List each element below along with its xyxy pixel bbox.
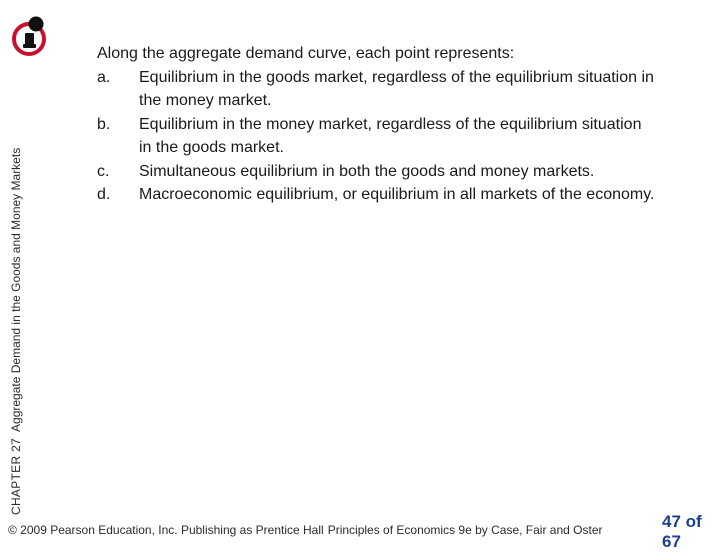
answer-option-d [97,183,657,207]
chapter-title: Aggregate Demand in the Goods and Money Markets [9,147,23,432]
option-letter: d. [97,186,111,203]
question-block [97,42,657,207]
option-text: Equilibrium in the goods market, regardless of the equilibrium situation in the money market. [139,68,654,109]
answer-option-c [97,160,657,184]
option-text: Macroeconomic equilibrium, or equilibrium in all markets of the economy. [139,186,655,203]
info-i-circle-icon [9,13,53,57]
option-text: Simultaneous equilibrium in both the goods and money markets. [139,162,595,180]
option-letter: c. [97,162,110,180]
answer-option-a [97,66,657,113]
option-letter: a. [97,68,111,86]
option-text: Equilibrium in the money market, regardless of the equilibrium situation in the goods market. [139,115,642,156]
page-number: 47 of 67 [662,512,702,551]
answer-options [97,66,657,207]
option-letter: b. [97,115,111,133]
chapter-side-label [7,105,25,515]
answer-option-b [97,113,657,160]
book-citation: Principles of Economics 9e by Case, Fair and Oster [327,523,603,537]
chapter-number: CHAPTER 27 [9,437,23,515]
copyright-text: © 2009 Pearson Education, Inc. Publishing as Prentice Hall [8,523,324,537]
footer [8,522,602,538]
question-stem: Along the aggregate demand curve, each point represents: [97,45,515,62]
